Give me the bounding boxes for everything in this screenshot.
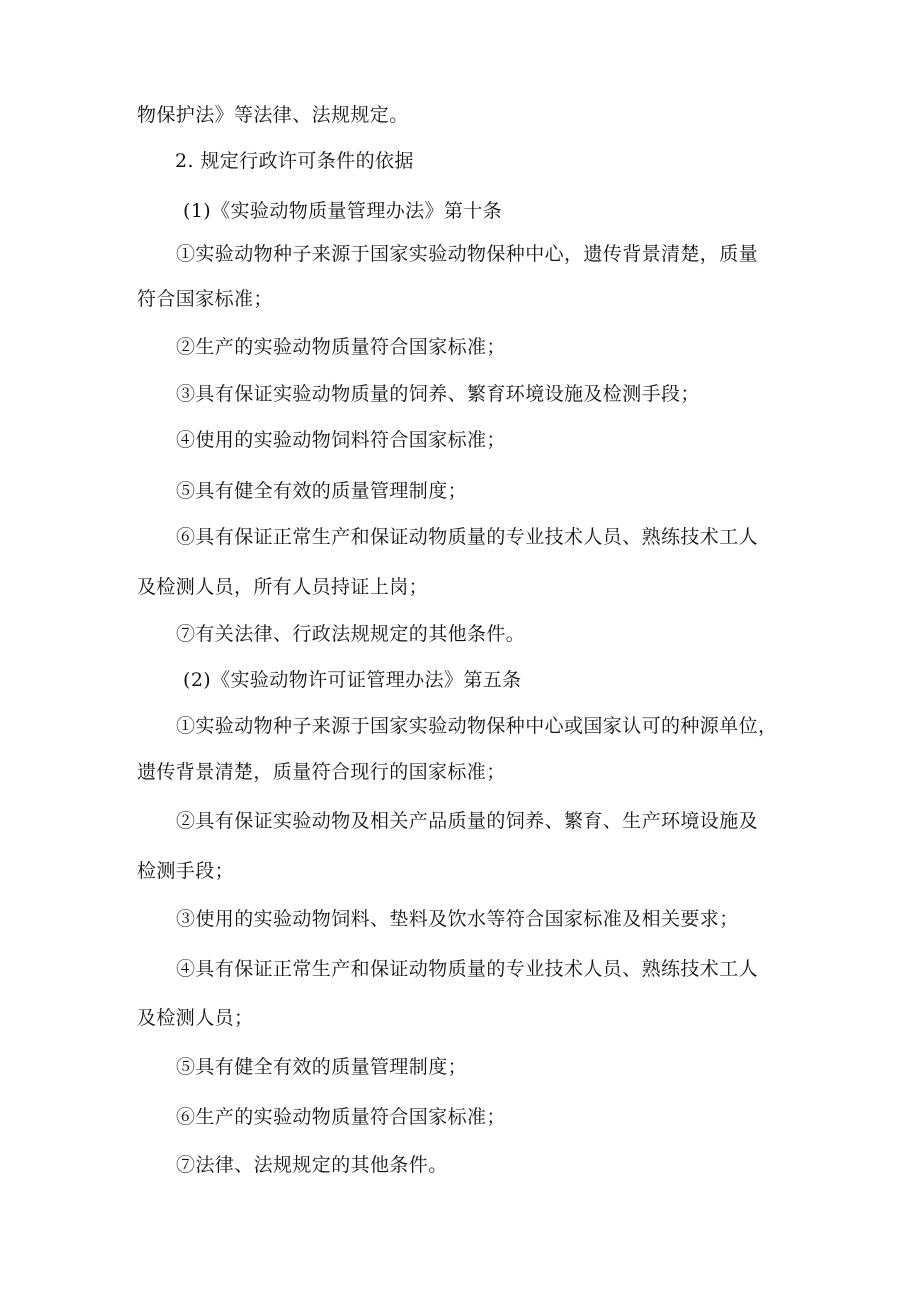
list-item: ④具有保证正常生产和保证动物质量的专业技术人员、熟练技术工人 — [176, 958, 759, 980]
subsection-heading: (2)《实验动物许可证管理办法》第五条 — [183, 669, 522, 691]
list-item: ①实验动物种子来源于国家实验动物保种中心或国家认可的种源单位， — [176, 715, 778, 737]
list-item: ⑥具有保证正常生产和保证动物质量的专业技术人员、熟练技术工人 — [176, 526, 759, 548]
text-line: 检测手段； — [137, 860, 235, 882]
list-item: ④使用的实验动物饲料符合国家标准； — [176, 429, 506, 451]
list-item: ⑥生产的实验动物质量符合国家标准； — [176, 1106, 506, 1128]
text-line: 及检测人员； — [137, 1007, 254, 1029]
list-item: ⑤具有健全有效的质量管理制度； — [176, 480, 468, 502]
list-item: ③具有保证实验动物质量的饲养、繁育环境设施及检测手段； — [176, 383, 700, 405]
list-item: ②生产的实验动物质量符合国家标准； — [176, 336, 506, 358]
list-item: ⑤具有健全有效的质量管理制度； — [176, 1056, 468, 1078]
list-item: ③使用的实验动物饲料、垫料及饮水等符合国家标准及相关要求； — [176, 908, 739, 930]
list-item: ②具有保证实验动物及相关产品质量的饲养、繁育、生产环境设施及 — [176, 810, 759, 832]
text-line: 物保护法》等法律、法规规定。 — [137, 104, 409, 126]
subsection-heading: (1)《实验动物质量管理办法》第十条 — [183, 200, 503, 222]
section-heading: 2. 规定行政许可条件的依据 — [175, 150, 414, 172]
list-item: ⑦法律、法规规定的其他条件。 — [176, 1154, 448, 1176]
text-line: 符合国家标准； — [137, 288, 273, 310]
list-item: ①实验动物种子来源于国家实验动物保种中心，遗传背景清楚，质量 — [176, 243, 759, 265]
list-item: ⑦有关法律、行政法规规定的其他条件。 — [176, 623, 526, 645]
text-line: 及检测人员，所有人员持证上岗； — [137, 576, 429, 598]
text-line: 遗传背景清楚，质量符合现行的国家标准； — [137, 761, 506, 783]
